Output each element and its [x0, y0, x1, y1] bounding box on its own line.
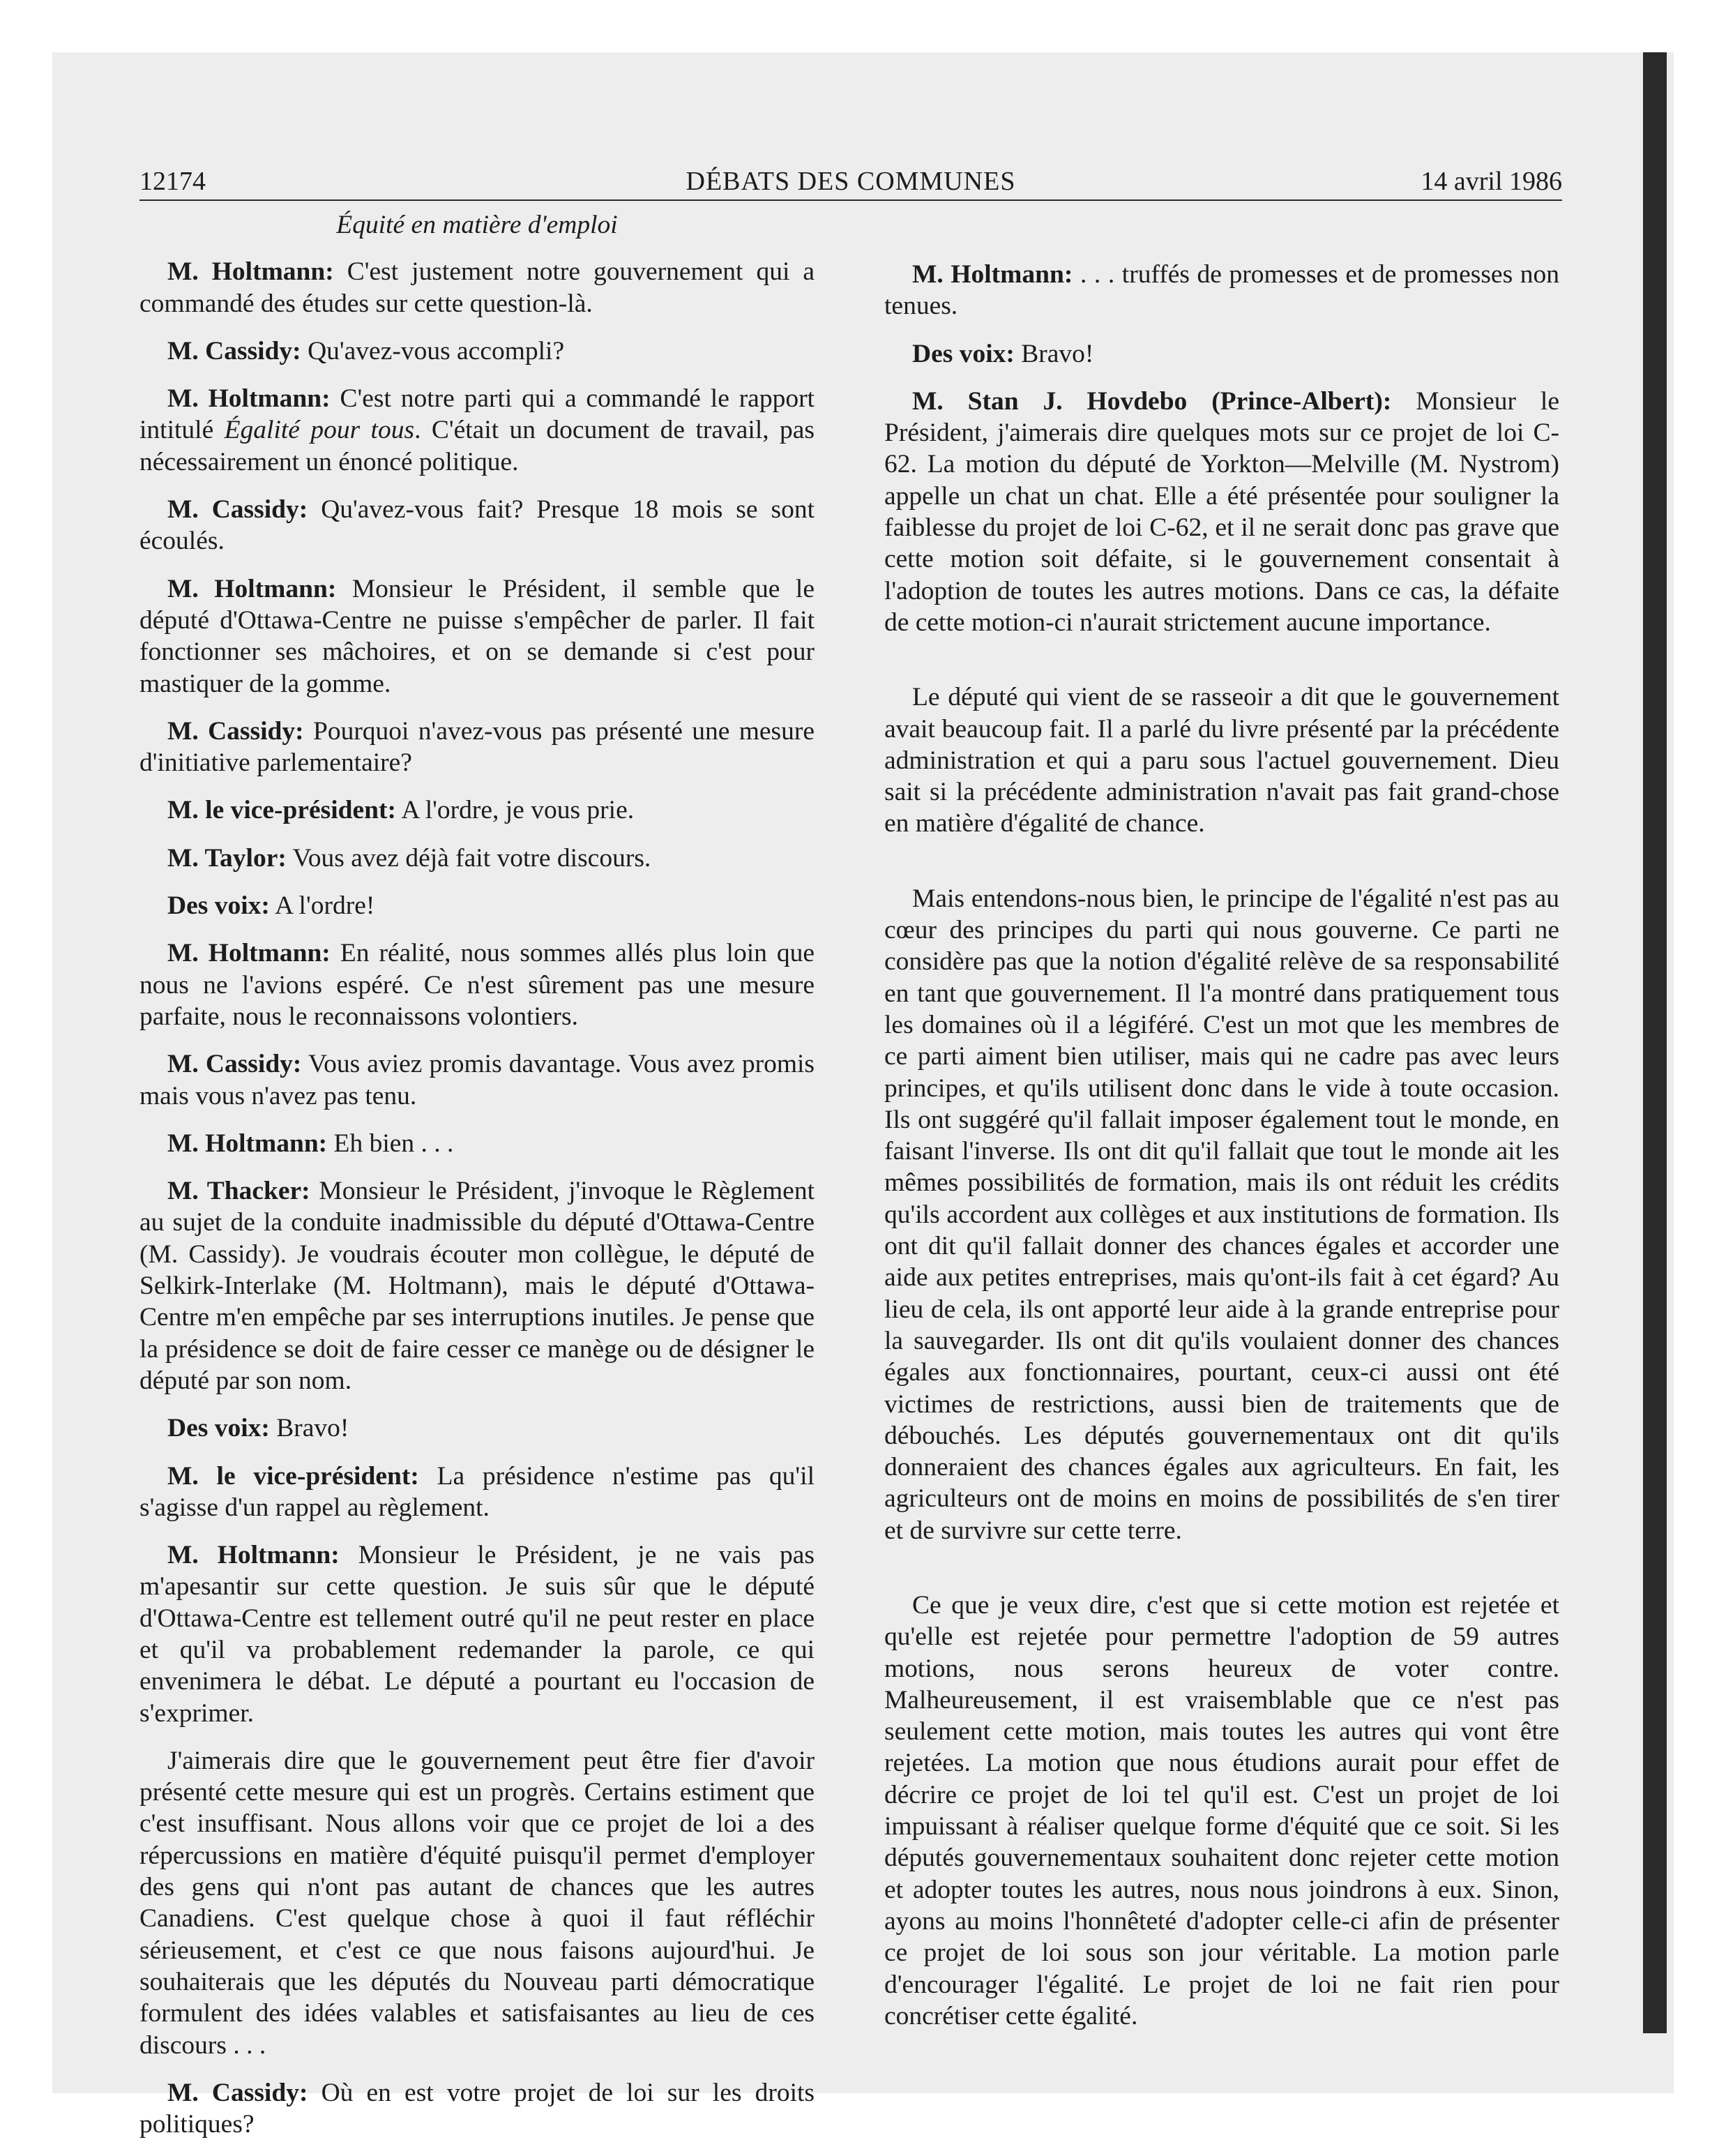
left-column: [139, 209, 815, 2156]
speech-text-continued: . C'était un document de travail, pas nécessairement un énoncé politique.: [139, 416, 815, 476]
document-title: Égalité pour tous: [224, 416, 415, 445]
speech-text: Eh bien . . .: [333, 1129, 454, 1158]
speaker-name: M. Holtmann:: [167, 1541, 340, 1570]
speaker-name: Des voix:: [167, 1414, 270, 1443]
speaker-name: M. Holtmann:: [167, 939, 331, 968]
speech-text: Qu'avez-vous accompli?: [308, 336, 565, 365]
speaker-name: M. Holtmann:: [167, 574, 337, 603]
speech-paragraph: [139, 716, 815, 779]
page-number: 12174: [139, 167, 206, 196]
continuation-paragraph: [884, 1590, 1559, 2032]
speech-text: Pourquoi n'avez-vous pas présenté une mesure d'initiative parlementaire?: [139, 716, 815, 778]
speech-paragraph: [139, 1539, 815, 1729]
speech-paragraph: [139, 1461, 815, 1524]
speech-paragraph: [139, 383, 815, 478]
speaker-name: M. Cassidy:: [167, 336, 301, 365]
speech-text: C'est notre parti qui a commandé le rapport intitulé: [139, 384, 815, 445]
speaker-name: M. Cassidy:: [167, 1050, 302, 1079]
page-header: [139, 165, 1562, 201]
speech-text: A l'ordre!: [275, 891, 375, 921]
continuation-paragraph: [884, 883, 1559, 1546]
speech-text: . . . truffés de promesses et de promesses non tenues.: [884, 260, 1559, 321]
speech-paragraph: [139, 794, 815, 826]
speaker-name: M. Holtmann:: [167, 1129, 328, 1158]
speech-paragraph: [139, 1412, 815, 1444]
speech-text: Qu'avez-vous fait? Presque 18 mois se sont écoulés.: [139, 495, 815, 556]
speaker-name: Des voix:: [167, 891, 270, 921]
speaker-name: M. Holtmann:: [167, 384, 331, 414]
speech-paragraph: [884, 259, 1559, 322]
speech-text: Monsieur le Président, j'aimerais dire quelques mots sur ce projet de loi C-62. La motion du député de Yorkton—Melville (M. Nystrom) appelle un chat un chat. Elle a été présentée pour souligner la faiblesse du projet de loi C-62, et il ne serait donc pas grave que cette motion soit défaite, si le gouvernement consentait à l'adoption de toutes les autres motions. Dans ce cas, la défaite de cette motion-ci n'aurait strictement aucune importance.: [884, 386, 1559, 637]
continuation-paragraph: [884, 681, 1559, 839]
speaker-name: M. Cassidy:: [167, 716, 304, 746]
speaker-name: M. le vice-président:: [167, 1461, 419, 1491]
speaker-name: M. Holtmann:: [167, 257, 334, 287]
speech-text: Monsieur le Président, je ne vais pas m'apesantir sur cette question. Je suis sûr que le député d'Ottawa-Centre est tellement outré qu'il ne peut rester en place et qu'il va probablement redemander la parole, ce qui envenimera le débat. Le député a pourtant eu l'occasion de s'exprimer.: [139, 1541, 815, 1728]
speech-text: Bravo!: [276, 1414, 349, 1443]
section-title: Équité en matière d'emploi: [336, 211, 618, 239]
speech-text: Vous avez déjà fait votre discours.: [292, 843, 651, 873]
speech-text: Où en est votre projet de loi sur les droits politiques?: [139, 2078, 815, 2139]
speech-text: Bravo!: [1021, 339, 1094, 368]
page-date: 14 avril 1986: [1421, 167, 1562, 196]
speech-text: Monsieur le Président, il semble que le député d'Ottawa-Centre ne puisse s'empêcher de parler. Il fait fonctionner ses mâchoires, et on se demande si c'est pour mastiquer de la gomme.: [139, 574, 815, 698]
speech-text: Vous aviez promis davantage. Vous avez promis mais vous n'avez pas tenu.: [139, 1050, 815, 1110]
speech-paragraph: [139, 494, 815, 557]
speech-text: J'aimerais dire que le gouvernement peut être fier d'avoir présenté cette mesure qui est un progrès. Certains estiment que c'est insuffisant. Nous allons voir que ce projet de loi a des répercussions en matière d'équité puisqu'il permet d'employer des gens qui n'ont pas autant de chances que les autres Canadiens. C'est quelque chose à quoi il faut réfléchir sérieusement, et c'est ce que nous faisons aujourd'hui. Je souhaiterais que les députés du Nouveau parti démocratique formulent des idées valables et satisfaisantes au lieu de ces discours . . .: [139, 1746, 815, 2060]
publication-title: DÉBATS DES COMMUNES: [686, 167, 1016, 196]
speech-paragraph: [139, 890, 815, 921]
speech-paragraph: [139, 256, 815, 319]
scan-edge-bar: [1643, 52, 1667, 2033]
speaker-name: M. Holtmann:: [912, 260, 1073, 289]
speech-paragraph: [139, 573, 815, 700]
speaker-name: M. Cassidy:: [167, 495, 308, 525]
speaker-name: M. Cassidy:: [167, 2078, 308, 2107]
speech-text: C'est justement notre gouvernement qui a commandé des études sur cette question-là.: [139, 257, 815, 318]
speaker-name: M. Taylor:: [167, 843, 287, 873]
speech-paragraph: [139, 2077, 815, 2141]
speech-text: La présidence n'estime pas qu'il s'agisse d'un rappel au règlement.: [139, 1461, 815, 1522]
speech-text: A l'ordre, je vous prie.: [401, 796, 635, 825]
speech-paragraph: [139, 336, 815, 367]
speech-text: Monsieur le Président, j'invoque le Règlement au sujet de la conduite inadmissible du député d'Ottawa-Centre (M. Cassidy). Je voudrais écouter mon collègue, le député de Selkirk-Interlake (M. Holtmann), mais le député d'Ottawa-Centre m'en empêche par ses interruptions inutiles. Je pense que la présidence se doit de faire cesser ce manège ou de désigner le député par son nom.: [139, 1177, 815, 1395]
speech-paragraph: [884, 338, 1559, 370]
speech-paragraph: [139, 1128, 815, 1159]
speaker-name: Des voix:: [912, 339, 1015, 368]
right-column: [884, 259, 1559, 2048]
speech-paragraph: [139, 1175, 815, 1396]
speech-text: Ce que je veux dire, c'est que si cette motion est rejetée et qu'elle est rejetée pour permettre l'adoption de 59 autres motions, nous serons heureux de voter contre. Malheureusement, il est vraisemblable que ce n'est pas seulement cette motion, mais toutes les autres qui vont être rejetées. La motion que nous étudions aurait pour effet de décrire ce projet de loi tel qu'il est. C'est un projet de loi impuissant à réaliser quelque forme d'équité que ce soit. Si les députés gouvernementaux souhaitent donc rejeter cette motion et adopter toutes les autres, nous nous joindrons à eux. Sinon, ayons au moins l'honnêteté d'adopter celle-ci afin de présenter ce projet de loi sous son jour véritable. La motion parle d'encourager l'égalité. Le projet de loi ne fait rien pour concrétiser cette égalité.: [884, 1590, 1559, 2030]
speaker-name: M. Stan J. Hovdebo (Prince-Albert):: [912, 386, 1392, 416]
speaker-name: M. le vice-président:: [167, 796, 397, 825]
speech-paragraph: [139, 843, 815, 874]
speaker-name: M. Thacker:: [167, 1177, 310, 1206]
speech-text: En réalité, nous sommes allés plus loin que nous ne l'avions espéré. Ce n'est sûrement pas une mesure parfaite, nous le reconnaissons volontiers.: [139, 939, 815, 1031]
speech-paragraph: [884, 386, 1559, 638]
speech-paragraph: [139, 937, 815, 1032]
speech-text: Le député qui vient de se rasseoir a dit que le gouvernement avait beaucoup fait. Il a parlé du livre présenté par la précédente administration et qui a paru sous l'actuel gouvernement. Dieu sait si la précédente administration n'avait pas fait grand-chose en matière d'égalité de chance.: [884, 683, 1559, 838]
speech-text: Mais entendons-nous bien, le principe de l'égalité n'est pas au cœur des principes du parti qui nous gouverne. Ce parti ne considère pas que la notion d'égalité relève de sa responsabilité en tant que gouvernement. Il l'a montré dans pratiquement tous les domaines où il a légiféré. C'est un mot que les membres de ce parti aiment bien utiliser, mais qui ne cadre pas avec leurs principes, et qu'ils utilisent donc dans le vide à toute occasion. Ils ont suggéré qu'il fallait imposer également tout le monde, en faisant l'inverse. Ils ont dit qu'il fallait que tout le monde ait les mêmes possibilités de formation, mais ils ont réduit les crédits qu'ils accordent aux collèges et aux institutions de formation. Ils ont dit qu'il fallait donner des chances égales et accorder une aide aux petites entreprises, mais qu'ont-ils fait à cet égard? Au lieu de cela, ils ont apporté leur aide à la grande entreprise pour la sauvegarder. Ils ont dit qu'ils voulaient donner des chances égales aux fonctionnaires, pourtant, ceux-ci aussi ont été victimes de restrictions, aussi bien de traitements que de débouchés. Les députés gouvernementaux ont dit qu'ils donneraient des chances égales aux agriculteurs. En fait, les agriculteurs ont de moins en moins de possibilités de s'en tirer et de survivre sur cette terre.: [884, 884, 1559, 1545]
speech-paragraph: [139, 1048, 815, 1112]
continuation-paragraph: [139, 1745, 815, 2061]
